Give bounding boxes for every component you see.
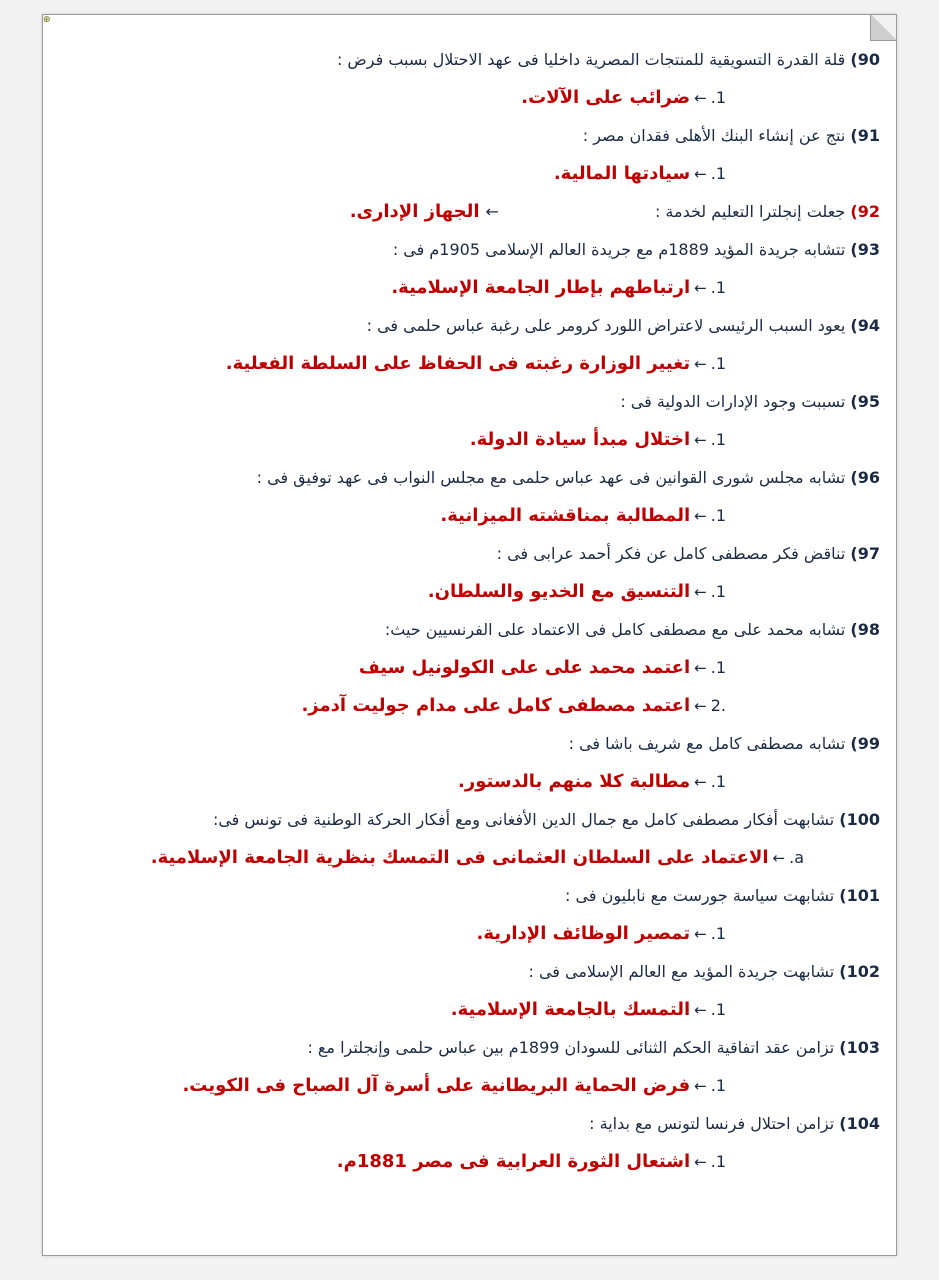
answer-text: تغيير الوزارة رغبته فى الحفاظ على السلطة الفعلية. (225, 353, 691, 374)
question-text: جعلت إنجلترا التعليم لخدمة : (654, 202, 846, 221)
answer-text: اعتمد محمد على على الكولونيل سيف (358, 657, 691, 678)
answer-99-1 (43, 763, 896, 801)
question-number: 91) (850, 126, 880, 145)
arrow-left-icon: ← (694, 659, 707, 677)
document-page (42, 14, 897, 1256)
answer-96-1 (43, 497, 896, 535)
question-number: 101) (839, 886, 880, 905)
answer-text: تمصير الوظائف الإدارية. (476, 923, 691, 944)
question-text: تشابه محمد على مع مصطفى كامل فى الاعتماد على الفرنسيين حيث: (384, 620, 846, 639)
question-102 (43, 953, 896, 991)
answer-index: 1. (710, 658, 726, 677)
answer-90-1 (43, 79, 896, 117)
question-95 (43, 383, 896, 421)
question-number: 94) (850, 316, 880, 335)
inline-answer-text: الجهاز الإدارى. (349, 201, 480, 222)
answer-text: فرض الحماية البريطانية على أسرة آل الصباح فى الكويت. (182, 1075, 691, 1096)
answer-index: 1. (710, 1152, 726, 1171)
arrow-left-icon: ← (694, 279, 707, 297)
question-103 (43, 1029, 896, 1067)
answer-text: الاعتماد على السلطان العثمانى فى التمسك بنظرية الجامعة الإسلامية. (150, 847, 769, 868)
question-number: 98) (850, 620, 880, 639)
question-number: 96) (850, 468, 880, 487)
answer-index: 1. (710, 1076, 726, 1095)
question-96 (43, 459, 896, 497)
page-corner-fold (870, 14, 897, 41)
question-text: تزامن احتلال فرنسا لتونس مع بداية : (589, 1114, 835, 1133)
question-number: 103) (839, 1038, 880, 1057)
answer-index: 1. (710, 506, 726, 525)
question-number: 92) (850, 202, 880, 221)
answer-text: سيادتها المالية. (553, 163, 691, 184)
question-90 (43, 41, 896, 79)
answer-text: المطالبة بمناقشته الميزانية. (440, 505, 691, 526)
answer-text: اختلال مبدأ سيادة الدولة. (469, 429, 691, 450)
question-number: 93) (850, 240, 880, 259)
question-text: تزامن عقد اتفاقية الحكم الثنائى للسودان 1899م بين عباس حلمى وإنجلترا مع : (307, 1038, 835, 1057)
question-91 (43, 117, 896, 155)
arrow-left-icon: ← (694, 583, 707, 601)
question-text: تشابهت سياسة جورست مع نابليون فى : (565, 886, 835, 905)
question-text: تشابه مصطفى كامل مع شريف باشا فى : (568, 734, 846, 753)
arrow-left-icon: ← (694, 1001, 707, 1019)
answer-index: 1. (710, 1000, 726, 1019)
answer-93-1 (43, 269, 896, 307)
arrow-left-icon: ← (694, 431, 707, 449)
question-number: 97) (850, 544, 880, 563)
answer-index: .2 (710, 696, 726, 715)
answer-index: 1. (710, 430, 726, 449)
answer-index: 1. (710, 278, 726, 297)
answer-102-1 (43, 991, 896, 1029)
question-93 (43, 231, 896, 269)
answer-text: ارتباطهم بإطار الجامعة الإسلامية. (391, 277, 691, 298)
question-text: قلة القدرة التسويقية للمنتجات المصرية داخليا فى عهد الاحتلال بسبب فرض : (336, 50, 846, 69)
arrow-left-icon: ← (694, 355, 707, 373)
answer-100-a (43, 839, 896, 877)
question-number: 99) (850, 734, 880, 753)
question-number: 95) (850, 392, 880, 411)
question-92 (43, 193, 896, 231)
questions-list (43, 41, 896, 1181)
answer-91-1 (43, 155, 896, 193)
answer-97-1 (43, 573, 896, 611)
arrow-left-icon: ← (694, 89, 707, 107)
answer-103-1 (43, 1067, 896, 1105)
answer-index: a. (789, 848, 804, 867)
answer-index: 1. (710, 582, 726, 601)
answer-104-1 (43, 1143, 896, 1181)
answer-101-1 (43, 915, 896, 953)
question-number: 100) (839, 810, 880, 829)
arrow-left-icon: ← (694, 773, 707, 791)
question-text: نتج عن إنشاء البنك الأهلى فقدان مصر : (582, 126, 846, 145)
answer-94-1 (43, 345, 896, 383)
question-97 (43, 535, 896, 573)
answer-text: اشتعال الثورة العرابية فى مصر 1881م. (336, 1151, 691, 1172)
arrow-left-icon: ← (485, 202, 499, 221)
answer-98-1 (43, 649, 896, 687)
answer-text: ضرائب على الآلات. (521, 87, 691, 108)
question-number: 104) (839, 1114, 880, 1133)
answer-95-1 (43, 421, 896, 459)
question-text: يعود السبب الرئيسى لاعتراض اللورد كرومر على رغبة عباس حلمى فى : (366, 316, 846, 335)
arrow-left-icon: ← (694, 165, 707, 183)
answer-index: 1. (710, 924, 726, 943)
answer-index: 1. (710, 772, 726, 791)
question-101 (43, 877, 896, 915)
answer-98-2 (43, 687, 896, 725)
question-99 (43, 725, 896, 763)
answer-index: 1. (710, 164, 726, 183)
question-text: تشابهت جريدة المؤيد مع العالم الإسلامى فى : (528, 962, 835, 981)
arrow-left-icon: ← (694, 507, 707, 525)
answer-text: التنسيق مع الخديو والسلطان. (427, 581, 691, 602)
arrow-left-icon: ← (694, 1153, 707, 1171)
question-94 (43, 307, 896, 345)
question-number: 90) (850, 50, 880, 69)
answer-text: التمسك بالجامعة الإسلامية. (450, 999, 691, 1020)
answer-index: 1. (710, 88, 726, 107)
question-text: تشابهت أفكار مصطفى كامل مع جمال الدين الأفغانى ومع أفكار الحركة الوطنية فى تونس فى: (212, 810, 835, 829)
question-98 (43, 611, 896, 649)
question-text: تشابه مجلس شورى القوانين فى عهد عباس حلمى مع مجلس النواب فى عهد توفيق فى : (256, 468, 846, 487)
question-number: 102) (839, 962, 880, 981)
question-text: تتشابه جريدة المؤيد 1889م مع جريدة العالم الإسلامى 1905م فى : (392, 240, 846, 259)
answer-text: مطالبة كلا منهم بالدستور. (458, 771, 691, 792)
answer-text: اعتمد مصطفى كامل على مدام جوليت آدمز. (301, 695, 691, 716)
answer-index: 1. (710, 354, 726, 373)
question-100 (43, 801, 896, 839)
arrow-left-icon: ← (694, 925, 707, 943)
arrow-left-icon: ← (694, 1077, 707, 1095)
pin-icon: ⊕ (43, 15, 51, 25)
arrow-left-icon: ← (694, 697, 707, 715)
question-text: تسببت وجود الإدارات الدولية فى : (620, 392, 846, 411)
question-104 (43, 1105, 896, 1143)
arrow-left-icon: ← (772, 849, 786, 867)
question-text: تناقض فكر مصطفى كامل عن فكر أحمد عرابى فى : (496, 544, 846, 563)
